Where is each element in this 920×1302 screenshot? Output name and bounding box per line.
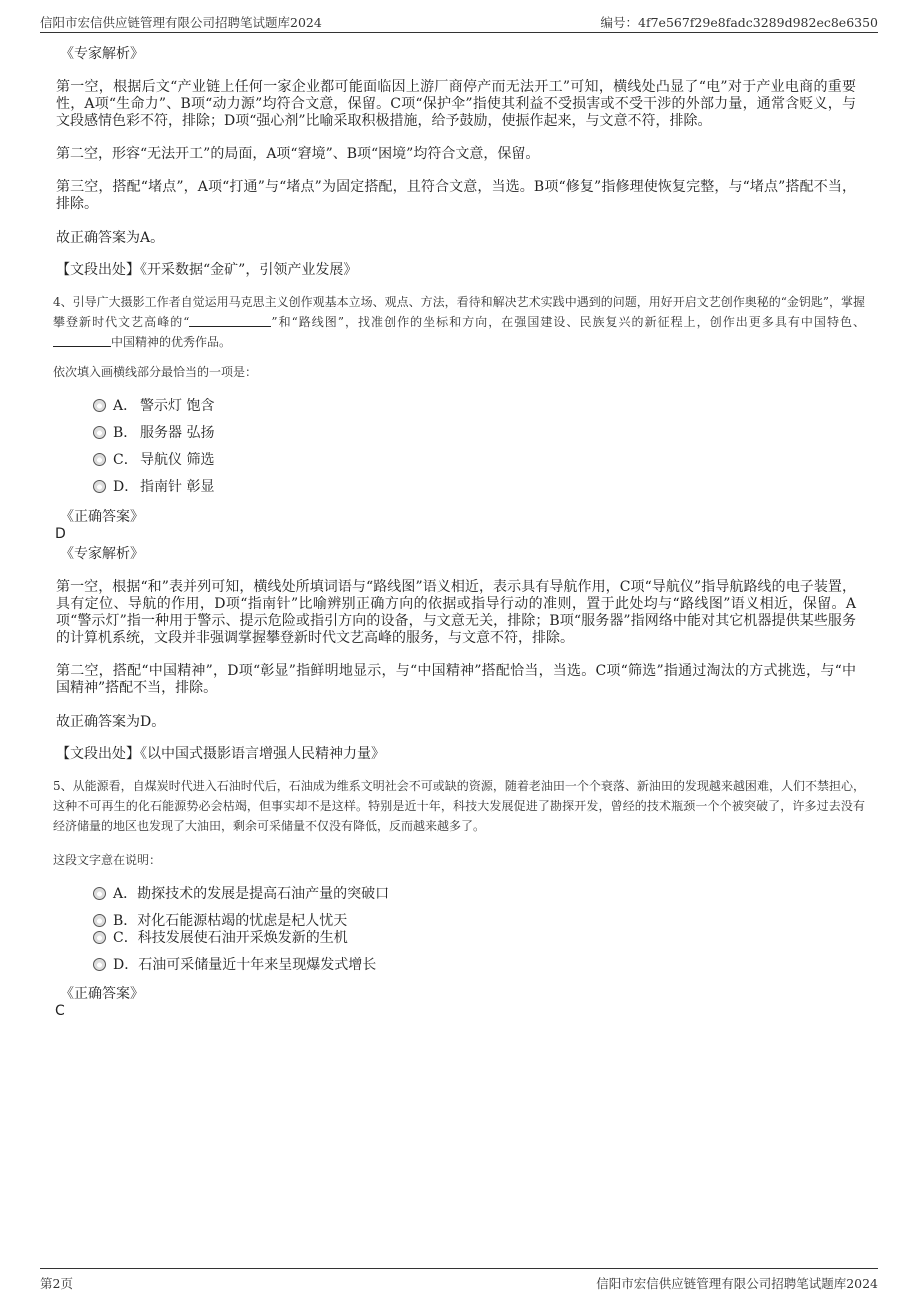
q4-option-a[interactable]: A． 警示灯 饱含 (93, 398, 214, 415)
q3-conclusion: 故正确答案为A。 (56, 230, 165, 246)
q5-prompt: 这段文字意在说明： (53, 853, 162, 867)
q4-stem-part-1: 4、引导广大摄影工作者自觉运用马克思主义创作观基本立场、观点、方法，看待和解决艺术实践中遇到的问题，用好开启文艺创作奥秘的“金钥匙”，掌握攀登新时代文艺高峰的“ (53, 295, 865, 329)
q4-analysis-heading: 《专家解析》 (60, 546, 144, 562)
radio-icon[interactable] (93, 931, 106, 944)
q4-option-d[interactable]: D． 指南针 彰显 (93, 479, 214, 496)
page-footer (40, 1268, 878, 1293)
radio-icon[interactable] (93, 399, 106, 412)
q3-analysis-paragraph-3: 第三空，搭配“堵点”，A项“打通”与“堵点”为固定搭配，且符合文意，当选。B项“修复”指修理使恢复完整，与“堵点”搭配不当，排除。 (56, 179, 856, 212)
q4-option-c[interactable]: C． 导航仪 筛选 (93, 452, 214, 469)
q4-conclusion: 故正确答案为D。 (56, 714, 166, 730)
q5-option-d[interactable]: D．石油可采储量近十年来呈现爆发式增长 (93, 957, 376, 974)
blank-2 (53, 334, 111, 347)
q4-analysis-paragraph-1: 第一空，根据“和”表并列可知，横线处所填词语与“路线图”语义相近，表示具有导航作用，C项“导航仪”指导航路线的电子装置，具有定位、导航的作用，D项“指南针”比喻辨别正确方向的依据或指导行动的准则，置于此处均与“路线图”语义相近，保留。A项“警示灯”指一种用于警示、提示危险或指引方向的设备，与文意无关，排除；B项“服务器”指网络中能对其它机器提供某些服务的计算机系统，文段并非强调掌握攀登新时代文艺高峰的服务，与文意不符，排除。 (56, 579, 856, 646)
q4-answer: D (55, 526, 66, 542)
document-code: 编号：4f7e567f29e8fadc3289d982ec8e6350 (600, 15, 878, 30)
q5-option-a[interactable]: A．勘探技术的发展是提高石油产量的突破口 (93, 886, 389, 903)
q4-stem (53, 292, 865, 352)
radio-icon[interactable] (93, 958, 106, 971)
q4-stem-part-2: ”和“路线图”，找准创作的坐标和方向，在强国建设、民族复兴的新征程上，创作出更多具有中国特色、 (271, 315, 865, 329)
q5-stem: 5、从能源看，自煤炭时代进入石油时代后，石油成为维系文明社会不可或缺的资源，随着老油田一个个衰落、新油田的发现越来越困难，人们不禁担心，这种不可再生的化石能源势必会枯竭，但事实却不是这样。特别是近十年，科技大发展促进了勘探开发，曾经的技术瓶颈一个个被突破了，许多过去没有经济储量的地区也发现了大油田，剩余可采储量不仅没有降低，反而越来越多了。 (53, 779, 865, 833)
q4-prompt: 依次填入画横线部分最恰当的一项是： (53, 365, 258, 379)
q5-option-b[interactable]: B．对化石能源枯竭的忧虑是杞人忧天 (93, 913, 347, 930)
q3-analysis-paragraph-1: 第一空，根据后文“产业链上任何一家企业都可能面临因上游厂商停产而无法开工”可知，横线处凸显了“电”对于产业电商的重要性，A项“生命力”、B项“动力源”均符合文意，保留。C项“保护伞”指使其利益不受损害或不受干涉的外部力量，通常含贬义，与文段感情色彩不符，排除；D项“强心剂”比喻采取积极措施，给予鼓励，使振作起来，与文意不符，排除。 (56, 79, 856, 129)
blank-1 (189, 314, 271, 327)
radio-icon[interactable] (93, 887, 106, 900)
q5-option-c[interactable]: C．科技发展使石油开采焕发新的生机 (93, 930, 348, 947)
q4-option-b[interactable]: B． 服务器 弘扬 (93, 425, 214, 442)
page-header (40, 10, 878, 33)
q5-answer: C (55, 1003, 65, 1019)
footer-title: 信阳市宏信供应链管理有限公司招聘笔试题库2024 (596, 1276, 878, 1291)
radio-icon[interactable] (93, 914, 106, 927)
q3-source: 【文段出处】《开采数据“金矿”，引领产业发展》 (56, 262, 358, 278)
q3-analysis-paragraph-2: 第二空，形容“无法开工”的局面，A项“窘境”、B项“困境”均符合文意，保留。 (56, 146, 540, 162)
q4-stem-part-3: 中国精神的优秀作品。 (111, 335, 232, 349)
page-number: 第2页 (40, 1276, 73, 1291)
radio-icon[interactable] (93, 480, 106, 493)
q4-analysis-paragraph-2: 第二空，搭配“中国精神”，D项“彰显”指鲜明地显示，与“中国精神”搭配恰当，当选。C项“筛选”指通过淘汰的方式挑选，与“中国精神”搭配不当，排除。 (56, 663, 856, 696)
radio-icon[interactable] (93, 426, 106, 439)
q4-source: 【文段出处】《以中国式摄影语言增强人民精神力量》 (56, 746, 385, 762)
q4-answer-heading: 《正确答案》 (60, 509, 144, 525)
expert-analysis-heading: 《专家解析》 (60, 46, 144, 62)
q5-answer-heading: 《正确答案》 (60, 986, 144, 1002)
radio-icon[interactable] (93, 453, 106, 466)
header-title: 信阳市宏信供应链管理有限公司招聘笔试题库2024 (40, 15, 322, 30)
